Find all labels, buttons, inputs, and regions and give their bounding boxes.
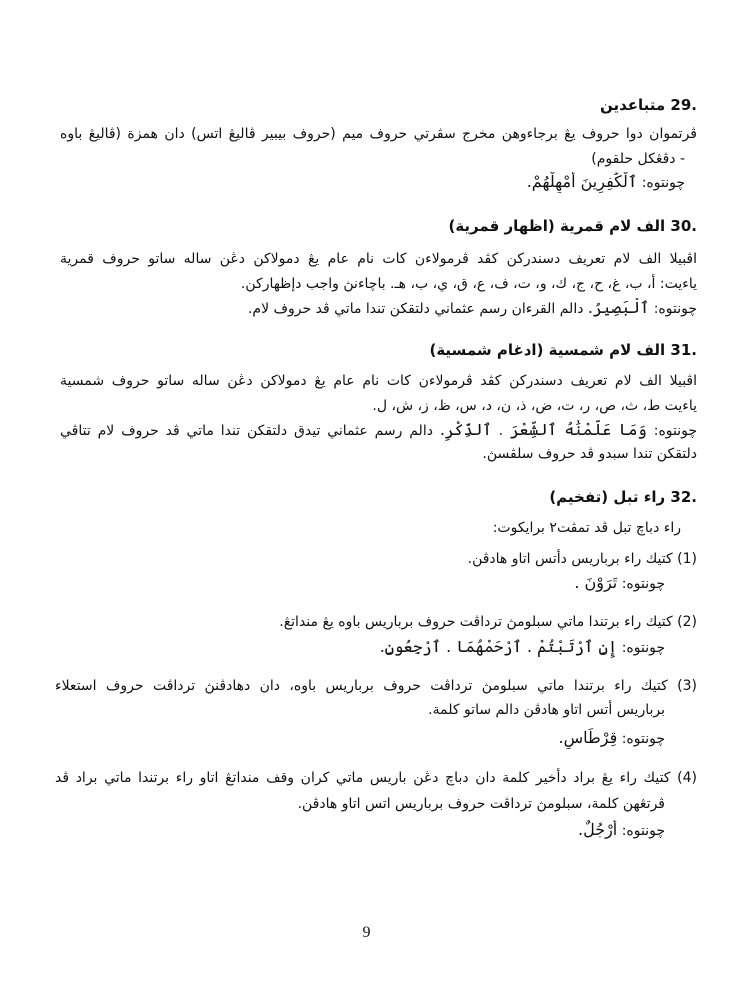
example-word: أَرْجُلٌ. (577, 820, 618, 839)
section-number: 29. (670, 96, 697, 114)
section-title: راء تبل (تفخيم) (549, 488, 666, 506)
example-word-1: وَمَا عَلَّمْنَٰهُ ٱلشِّعْرَ (510, 420, 647, 439)
section-title: الف لام قمرية (اظهار قمرية) (448, 217, 666, 235)
example-label: چونتوه: (653, 301, 697, 317)
example-word: قِرْطَاسٍ. (558, 728, 618, 747)
section-30-example (60, 298, 697, 319)
section-30-line-1: اڤبيلا الف لام تعريف دسندركن كڤد ڤرمولاءن كات نام عام يڠ دمولاكن دڠن ساله ساتو حروف قمرية (60, 251, 697, 267)
page-number: 9 (362, 924, 371, 941)
item-number: (4) (677, 770, 697, 786)
section-30-heading (448, 217, 697, 235)
item-1-line-1 (60, 549, 697, 569)
item-4-line-2: ڤرتڠهن كلمة، سبلومڽ ترداڤت حروف برباريس اتس اتاو هادڤن. (297, 796, 665, 812)
item-text: كتيك راء برتندا ماتي سبلومڽ ترداڤت حروف برباريس باوه، دان دهادڤنڽ ترداڤت حروف استعلاء (55, 678, 668, 694)
example-label: چونتوه: (621, 823, 665, 839)
section-29-line-1: ڤرتموان دوا حروف يڠ برجاءوهن مخرج سڤرتي حروف ميم (حروف بيبير ڤاليڠ اتس) دان همزة (ڤاليڠ باوه (60, 126, 697, 142)
section-title: الف لام شمسية (ادغام شمسية) (429, 341, 666, 359)
item-number: (3) (677, 678, 697, 694)
item-number: (1) (677, 551, 697, 567)
section-31-heading (429, 341, 697, 359)
section-29-example (60, 172, 685, 193)
section-number: 30. (670, 217, 697, 235)
example-note: دالم رسم عثماني تيدق دلتقكن تندا ماتي ڤد حروف لام تتاڤي (60, 423, 433, 439)
item-3-example (60, 728, 665, 749)
example-word: تَرَوْنَ . (574, 573, 618, 592)
item-4-line-1 (55, 768, 697, 788)
item-text: كتيك راء برباريس دأتس اتاو هادڤن. (467, 551, 673, 567)
example-label: چونتوه: (641, 175, 685, 191)
item-3-line-2: برباريس أتس اتاو هادڤن دالم ساتو كلمة. (428, 702, 665, 718)
section-31-line-2: ياءيت ط، ث، ص، ر، ت، ض، ذ، ن، د، س، ظ، ز، ش، ل. (372, 398, 697, 414)
item-4-example (60, 820, 665, 841)
example-separator: . (498, 423, 504, 439)
section-30-line-2: ياءيت: أ، ب، غ، ح، ج، ك، و، ت، ف، ع، ق، ي، ب، هـ. باچاءنڽ واجب دإظهاركن. (240, 276, 697, 292)
section-32-heading (549, 488, 697, 506)
example-label: چونتوه: (621, 640, 665, 656)
example-label: چونتوه: (621, 731, 665, 747)
section-31-line-1: اڤبيلا الف لام تعريف دسندركن كڤد ڤرمولاءن كات نام عام يڠ دمولاكن دڠن ساله ساتو حروف شمسية (60, 373, 697, 389)
example-label: چونتوه: (621, 576, 665, 592)
section-title: متباعدين (599, 96, 666, 114)
section-31-example (60, 420, 697, 441)
example-word: إِنِ ٱرْتَبْتُمْ . ٱرْحَمْهُمَا . ٱرْجِعُونِ. (379, 637, 618, 656)
item-3-line-1 (55, 676, 697, 696)
section-number: 31. (670, 341, 697, 359)
item-1-example (60, 573, 665, 594)
section-29-heading (600, 96, 697, 114)
section-31-example-note-2: دلتقكن تندا سبدو ڤد حروف سلڤسڽ. (482, 446, 697, 462)
example-word: ٱلْكَٰفِرِينَ أَمْهِلْهُمْ. (526, 172, 638, 191)
item-text: كتيك راء يڠ براد دأخير كلمة دان دباچ دڠن باريس ماتي كران وقف منداتڠ اتاو راء برتندا ماتي براد ڤد (55, 770, 671, 786)
example-word: ٱلْبَصِيرُ. (587, 298, 650, 317)
item-2-line-1 (60, 612, 697, 632)
item-2-example (60, 637, 665, 658)
item-text: كتيك راء برتندا ماتي سبلومڽ ترداڤت حروف برباريس باوه يڠ منداتڠ. (279, 614, 673, 630)
example-note: دالم القرءان رسم عثماني دلتقكن تندا ماتي ڤد حروف لام. (247, 301, 584, 317)
section-number: 32. (670, 488, 697, 506)
example-word-2: ٱلذِّكْرِ. (439, 420, 492, 439)
item-number: (2) (677, 614, 697, 630)
example-label: چونتوه: (653, 423, 697, 439)
section-29-line-2: - دڤڠكل حلقوم) (591, 151, 685, 167)
section-32-intro: راء دباچ تبل ڤد تمڤت٢ برايكوت: (492, 520, 681, 536)
